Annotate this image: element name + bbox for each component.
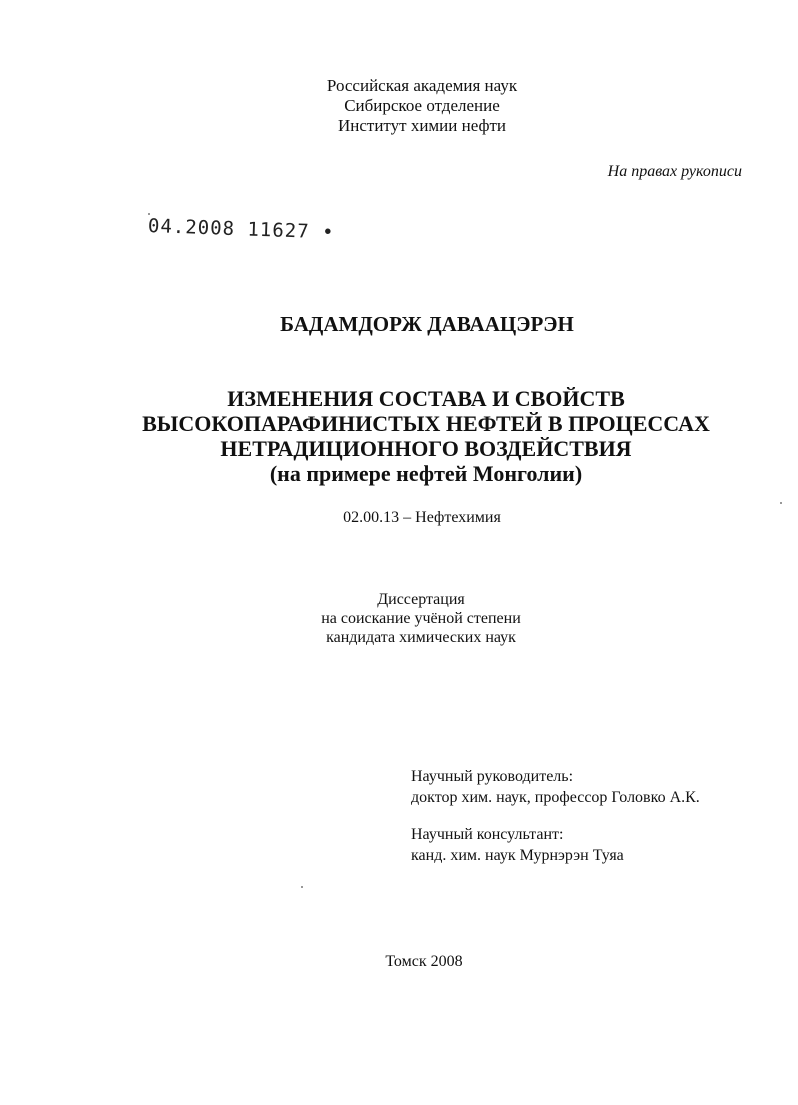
supervisor-label: Научный руководитель:	[411, 768, 574, 785]
specialty-code: 02.00.13 – Нефтехимия	[343, 509, 501, 526]
scan-speck	[780, 502, 782, 504]
dissertation-title	[27, 386, 798, 486]
scan-speck	[148, 213, 150, 215]
title-line-3: НЕТРАДИЦИОННОГО ВОЗДЕЙСТВИЯ	[220, 436, 632, 461]
degree-line-3: кандидата химических наук	[326, 629, 516, 646]
consultant-label: Научный консультант:	[411, 826, 564, 843]
degree-line-2: на соискание учёной степени	[321, 610, 521, 627]
supervisor-name: доктор хим. наук, профессор Головко А.К.	[411, 789, 700, 806]
institution-header	[23, 76, 798, 136]
city-year: Томск 2008	[385, 953, 463, 970]
institution-academy: Российская академия наук	[326, 76, 518, 95]
institution-institute: Институт химии нефти	[337, 116, 507, 135]
advisors-block	[411, 766, 700, 866]
degree-statement	[22, 590, 798, 647]
scan-speck	[301, 886, 303, 888]
title-line-2: ВЫСОКОПАРАФИНИСТЫХ НЕФТЕЙ В ПРОЦЕССАХ	[142, 411, 710, 436]
title-subtitle: (на примере нефтей Монголии)	[269, 461, 583, 486]
consultant-name: канд. хим. наук Мурнэрэн Туяа	[411, 847, 624, 864]
title-line-1: ИЗМЕНЕНИЯ СОСТАВА И СВОЙСТВ	[227, 386, 625, 411]
advisors-spacer	[411, 808, 700, 824]
stamp-number-text: 04.2008 11627	[147, 215, 311, 243]
rights-note: На правах рукописи	[607, 163, 742, 180]
degree-line-1: Диссертация	[377, 591, 465, 608]
archive-stamp-number: 04.2008 11627 •	[147, 215, 335, 244]
institution-branch: Сибирское отделение	[344, 96, 500, 115]
author-name: БАДАМДОРЖ ДАВААЦЭРЭН	[280, 312, 574, 336]
